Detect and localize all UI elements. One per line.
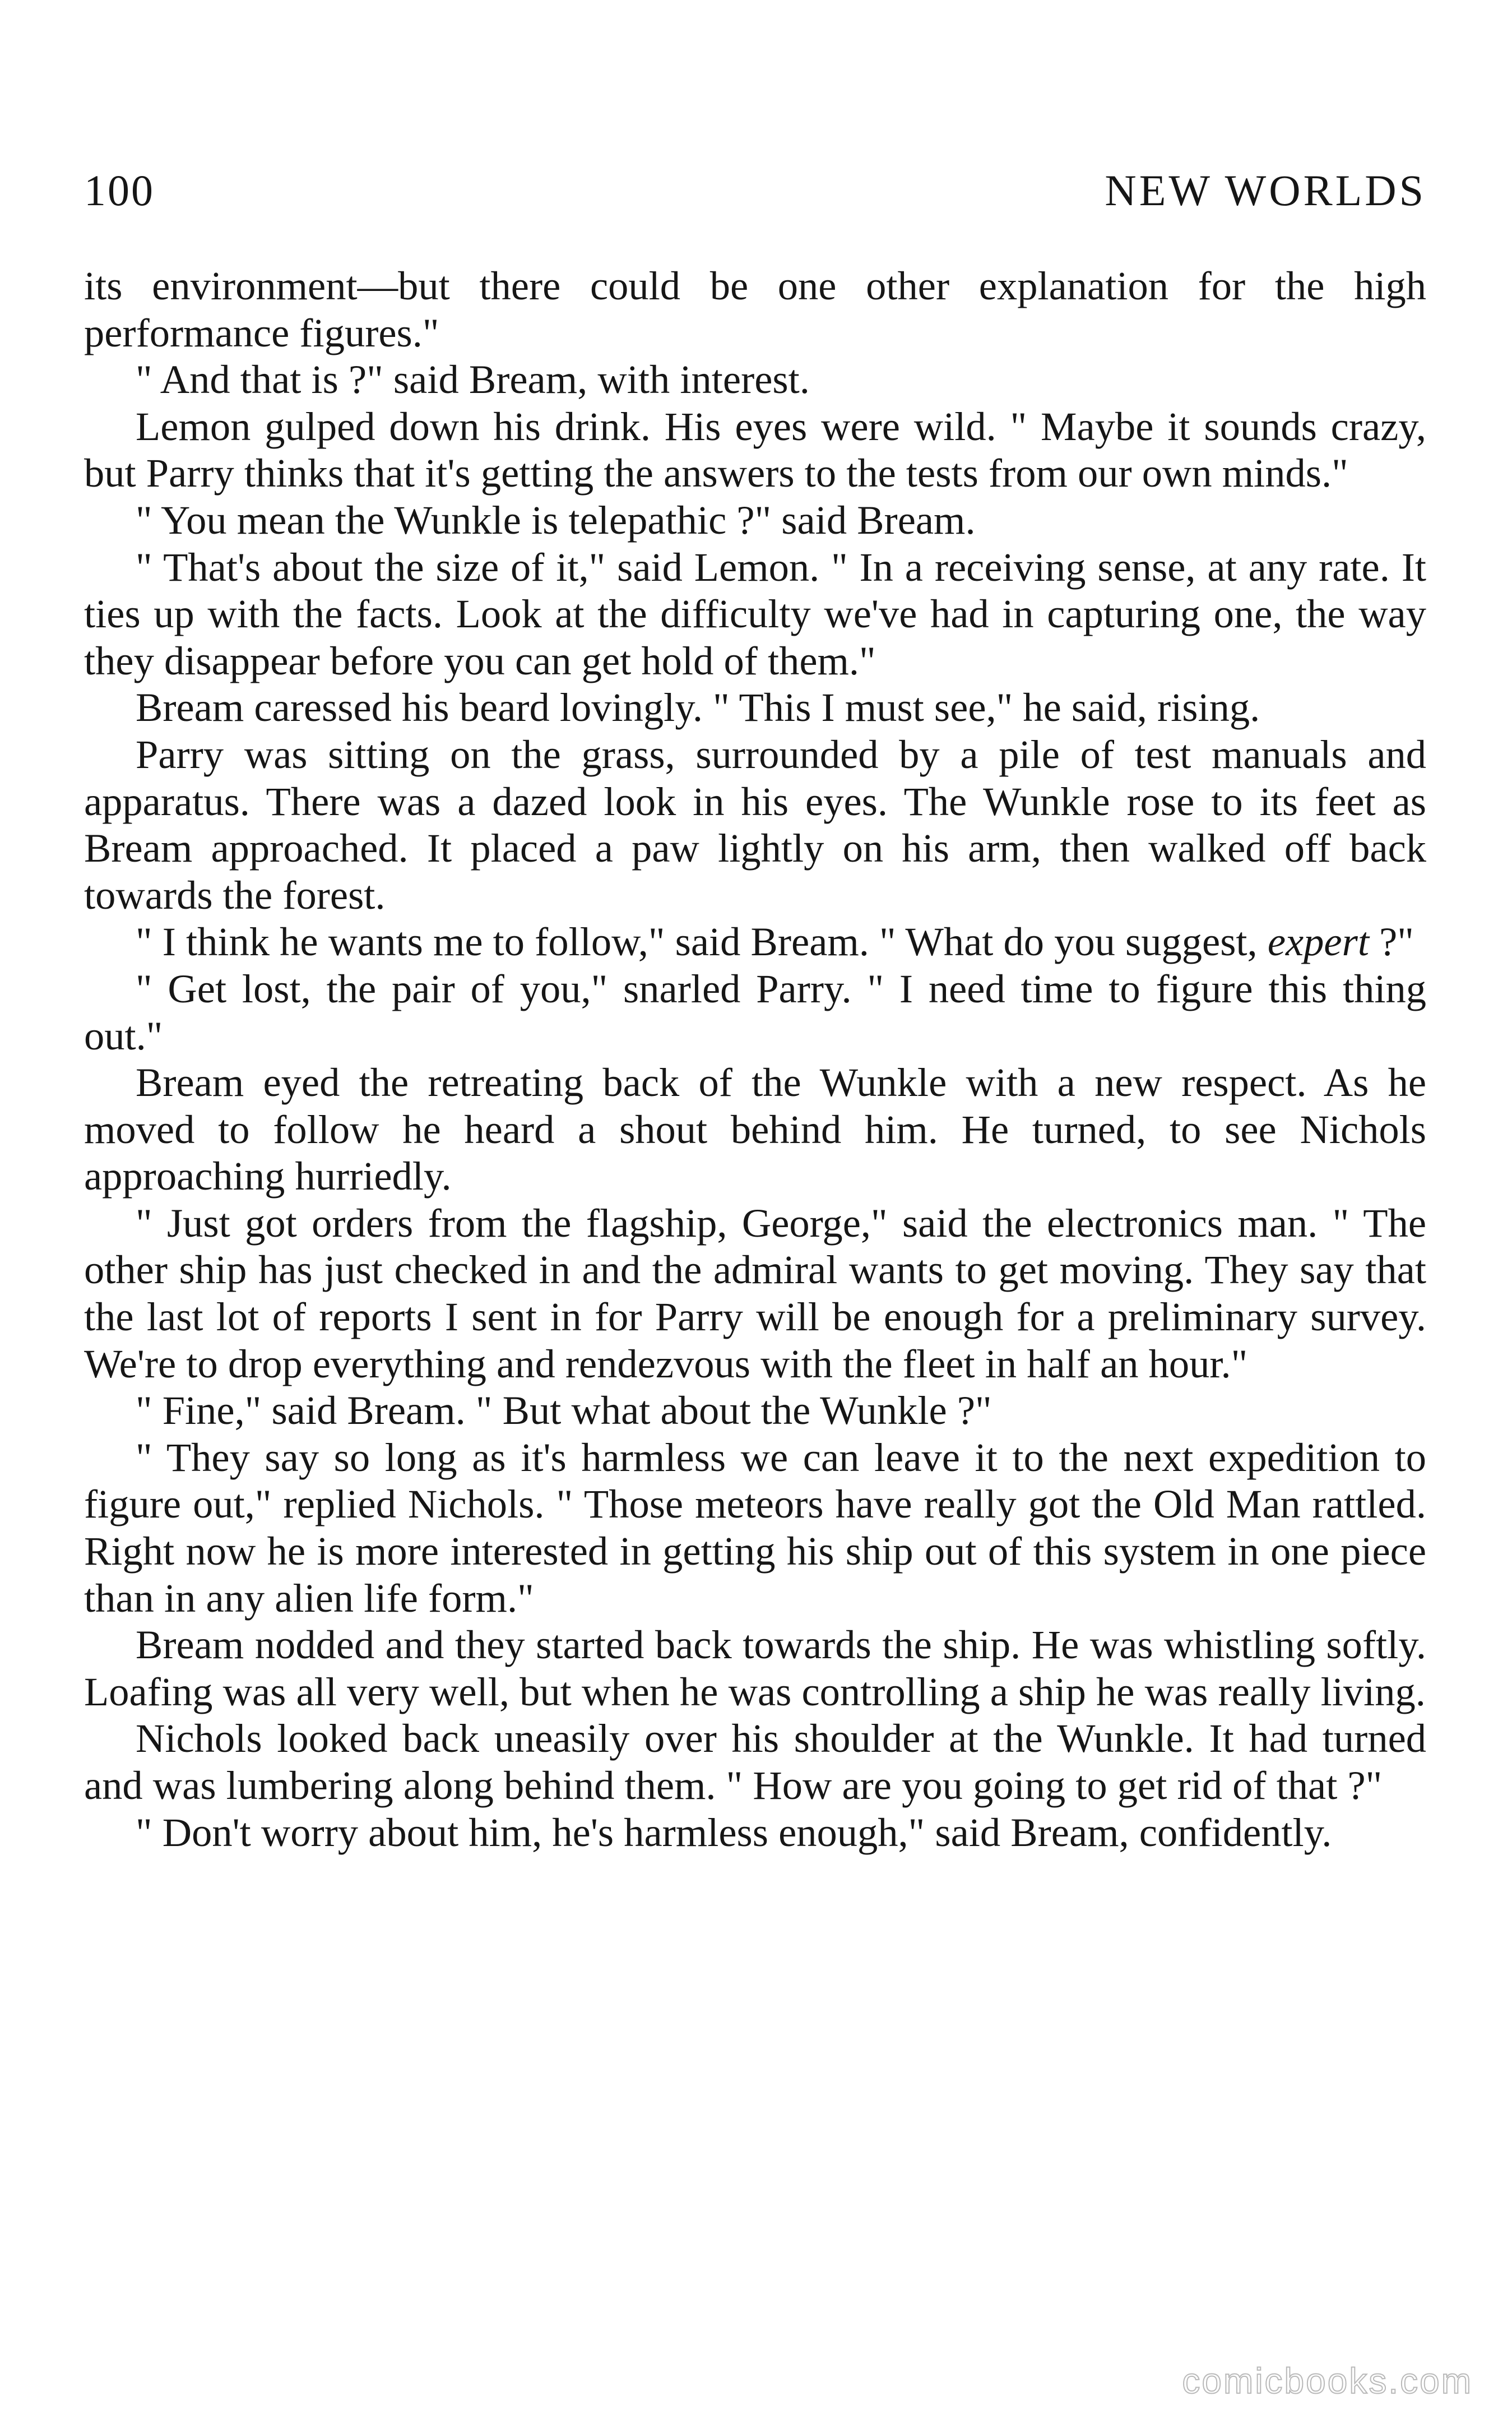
paragraph: " And that is ?" said Bream, with interest. — [136, 357, 810, 403]
paragraph: " Don't worry about him, he's harmless enough," said Bream, confidently. — [136, 1809, 1332, 1855]
paragraph-text: " I think he wants me to follow," said Bream. " What do you suggest, — [136, 919, 1268, 965]
page-number: 100 — [84, 166, 155, 215]
paragraph: " You mean the Wunkle is telepathic ?" said Bream. — [136, 497, 976, 543]
running-head — [84, 165, 1426, 221]
paragraph: " Just got orders from the flagship, George," said the electronics man. " The other ship has just checked in and the admiral wants to get moving. They say that the last lot of reports I sent in for Parry will be enough for a preliminary survey. We're to drop everything and rendezvous with the fleet in half an hour." — [84, 1200, 1426, 1386]
paragraph-text: ?" — [1369, 919, 1414, 965]
paragraph: Bream nodded and they started back towards the ship. He was whistling softly. Loafing was all very well, but when he was controlling a ship he was really living. — [84, 1622, 1426, 1714]
emphasized-word: expert — [1267, 919, 1369, 965]
paragraph: " Fine," said Bream. " But what about the Wunkle ?" — [136, 1387, 992, 1433]
paragraph: its environment—but there could be one other explanation for the high performance figures." — [84, 263, 1426, 355]
paragraph: Parry was sitting on the grass, surrounded by a pile of test manuals and apparatus. There was a dazed look in his eyes. The Wunkle rose to its feet as Bream approached. It placed a paw lightly on his arm, then walked off back towards the forest. — [84, 731, 1426, 918]
paragraph: " Get lost, the pair of you," snarled Parry. " I need time to figure this thing out." — [84, 965, 1426, 1058]
paragraph: " They say so long as it's harmless we can leave it to the next expedition to figure out," replied Nichols. " Those meteors have really got the Old Man rattled. Right now he is more interested in getting his ship out of this system in one piece than in any alien life form." — [84, 1434, 1426, 1621]
paragraph: " That's about the size of it," said Lemon. " In a receiving sense, at any rate. It ties up with the facts. Look at the difficulty we've had in capturing one, the way they disappear before you can get hold of them." — [84, 544, 1426, 683]
running-title: NEW WORLDS — [1105, 166, 1426, 215]
paragraph: Lemon gulped down his drink. His eyes were wild. " Maybe it sounds crazy, but Parry thinks that it's getting the answers to the tests from our own minds." — [84, 403, 1426, 496]
paragraph: Bream eyed the retreating back of the Wunkle with a new respect. As he moved to follow he heard a shout behind him. He turned, to see Nichols approaching hurriedly. — [84, 1060, 1426, 1199]
paragraph — [84, 918, 1426, 965]
paragraph: Bream caressed his beard lovingly. " This I must see," he said, rising. — [136, 684, 1260, 730]
paragraph: Nichols looked back uneasily over his shoulder at the Wunkle. It had turned and was lumbering along behind them. " How are you going to get rid of that ?" — [84, 1715, 1426, 1808]
watermark: comicbooks.com — [1182, 2361, 1473, 2401]
body-text — [84, 262, 1426, 1856]
